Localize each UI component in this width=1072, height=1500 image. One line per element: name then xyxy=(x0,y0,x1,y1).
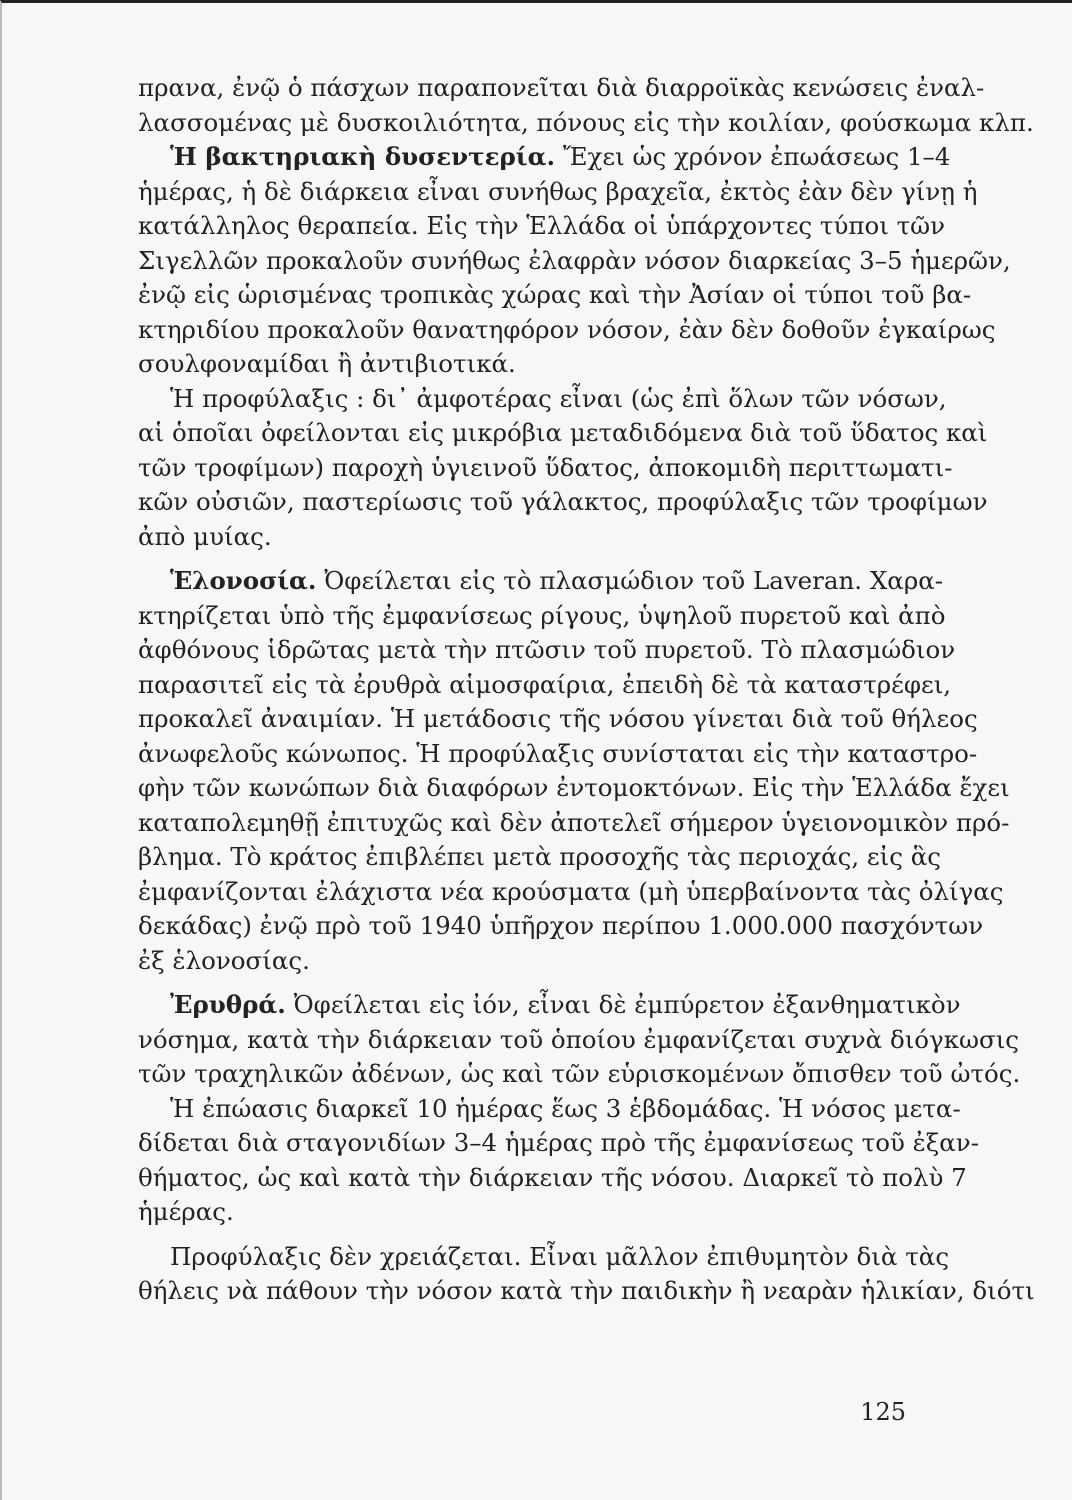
line-text: προκαλεῖ ἀναιμίαν. Ἡ μετάδοσις τῆς νόσου γίνεται διὰ τοῦ θήλεος xyxy=(138,704,978,733)
line-text: ἐμφανίζονται ἐλάχιστα νέα κρούσματα (μὴ ὑπερβαίνοντα τὰς ὀλίγας xyxy=(138,876,1004,906)
line-text: Ἡ ἐπώασις διαρκεῖ 10 ἡμέρας ἕως 3 ἑβδομάδας. Ἡ νόσος μετα- xyxy=(170,1093,961,1123)
text-line xyxy=(138,771,1010,806)
text-line xyxy=(138,140,951,175)
text-line xyxy=(138,1023,1020,1058)
text-line xyxy=(138,1161,967,1196)
text-line xyxy=(138,840,941,875)
paragraph xyxy=(138,140,1011,382)
line-text: δεκάδας) ἐνῷ πρὸ τοῦ 1940 ὑπῆρχον περίπου 1.000.000 πασχόντων xyxy=(138,911,984,940)
line-text: Ὀφείλεται εἰς τὸ πλασμώδιον τοῦ Laveran. Χαρα- xyxy=(316,566,944,595)
section-heading: Ἑλονοσία. xyxy=(170,566,317,595)
paragraph xyxy=(138,71,1034,140)
text-line xyxy=(138,1126,979,1161)
line-text: βλημα. Τὸ κράτος ἐπιβλέπει μετὰ προσοχῆς τὰς περιοχάς, εἰς ἃς xyxy=(138,842,941,871)
text-line xyxy=(138,988,961,1023)
text-line xyxy=(138,633,956,668)
text-line xyxy=(138,909,984,944)
page-number: 125 xyxy=(860,1398,906,1426)
line-text: πρανα, ἐνῷ ὁ πάσχων παραπονεῖται διὰ διαρροϊκὰς κενώσεις ἐναλ- xyxy=(138,73,985,102)
line-text: ἀπὸ μυίας. xyxy=(138,521,272,551)
text-line xyxy=(138,382,947,417)
line-text: Προφύλαξις δὲν χρειάζεται. Εἶναι μᾶλλον ἐπιθυμητὸν διὰ τὰς xyxy=(170,1241,950,1271)
text-line xyxy=(138,806,1010,841)
line-text: ἡμέρας. xyxy=(138,1197,234,1226)
paragraph xyxy=(138,382,988,555)
line-text: Ὀφείλεται εἰς ἰόν, εἶναι δὲ ἐμπύρετον ἐξανθηματικὸν xyxy=(285,990,961,1019)
page-body-text xyxy=(138,71,1035,1309)
text-line xyxy=(138,599,946,634)
line-text: ἐνῷ εἰς ὡρισμένας τροπικὰς χώρας καὶ τὴν Ἀσίαν οἱ τύποι τοῦ βα- xyxy=(138,280,972,309)
line-text: ἡμέρας, ἡ δὲ διάρκεια εἶναι συνήθως βραχεῖα, ἐκτὸς ἐὰν δὲν γίνῃ ἡ xyxy=(138,176,978,206)
line-text: λασσομένας μὲ δυσκοιλιότητα, πόνους εἰς τὴν κοιλίαν, φούσκωμα κλπ. xyxy=(138,107,1034,137)
text-line xyxy=(138,702,978,737)
line-text: δίδεται διὰ σταγονιδίων 3–4 ἡμέρας πρὸ τῆς ἐμφανίσεως τοῦ ἐξαν- xyxy=(138,1128,979,1157)
line-text: θήματος, ὡς καὶ κατὰ τὴν διάρκειαν τῆς νόσου. Διαρκεῖ τὸ πολὺ 7 xyxy=(138,1162,967,1192)
line-text: κτηρίζεται ὑπὸ τῆς ἐμφανίσεως ρίγους, ὑψηλοῦ πυρετοῦ καὶ ἀπὸ xyxy=(138,600,946,630)
text-line xyxy=(138,875,1004,910)
line-text: ἀφθόνους ἱδρῶτας μετὰ τὴν πτῶσιν τοῦ πυρετοῦ. Τὸ πλασμώδιον xyxy=(138,635,956,664)
text-line xyxy=(138,347,910,382)
line-text: ἐξ ἑλονοσίας. xyxy=(138,945,310,975)
line-text: Ἡ προφύλαξις : δι᾽ ἀμφοτέρας εἶναι (ὡς ἐπὶ ὅλων τῶν νόσων, xyxy=(170,383,947,413)
paragraph xyxy=(138,988,1021,1230)
line-text: αἱ ὁποῖαι ὀφείλονται εἰς μικρόβια μεταδιδόμενα διὰ τοῦ ὕδατος καὶ xyxy=(138,418,988,447)
line-text: σουλφοναμίδαι ἢ ἀντιβιοτικά. xyxy=(138,349,516,378)
text-line xyxy=(138,71,985,106)
paragraph xyxy=(138,1240,1035,1309)
text-line xyxy=(138,313,996,348)
text-line xyxy=(138,520,910,555)
line-text: θήλεις νὰ πάθουν τὴν νόσον κατὰ τὴν παιδικὴν ἢ νεαρὰν ἡλικίαν, διότι xyxy=(138,1276,1035,1305)
text-line xyxy=(138,1195,910,1230)
text-line xyxy=(138,175,978,210)
line-text: κατάλληλος θεραπεία. Εἰς τὴν Ἑλλάδα οἱ ὑπάρχοντες τύποι τῶν xyxy=(138,211,946,240)
text-line xyxy=(138,106,1034,141)
line-text: κτηριδίου προκαλοῦν θανατηφόρον νόσον, ἐὰν δὲν δοθοῦν ἐγκαίρως xyxy=(138,314,996,344)
text-line xyxy=(138,737,978,772)
text-line xyxy=(138,416,988,451)
text-line xyxy=(138,1240,950,1275)
text-line xyxy=(138,564,944,599)
text-line xyxy=(138,944,910,979)
line-text: κῶν οὐσιῶν, παστερίωσις τοῦ γάλακτος, προφύλαξις τῶν τροφίμων xyxy=(138,487,988,516)
line-text: ἀνωφελοῦς κώνωπος. Ἡ προφύλαξις συνίσταται εἰς τὴν καταστρο- xyxy=(138,738,978,768)
paragraph xyxy=(138,564,1010,978)
line-text: Ἔχει ὡς χρόνον ἐπωάσεως 1–4 xyxy=(555,142,951,171)
paragraph-gap xyxy=(138,978,910,988)
line-text: καταπολεμηθῇ ἐπιτυχῶς καὶ δὲν ἀποτελεῖ σήμερον ὑγειονομικὸν πρό- xyxy=(138,807,1010,837)
text-line xyxy=(138,451,953,486)
text-line xyxy=(138,668,952,703)
text-line xyxy=(138,485,988,520)
line-text: νόσημα, κατὰ τὴν διάρκειαν τοῦ ὁποίου ἐμφανίζεται συχνὰ διόγκωσις xyxy=(138,1024,1020,1054)
line-text: τῶν τροφίμων) παροχὴ ὑγιεινοῦ ὕδατος, ἀποκομιδὴ περιττωματι- xyxy=(138,452,953,482)
section-heading: Ἐρυθρά. xyxy=(170,990,286,1019)
section-heading: Ἡ βακτηριακὴ δυσεντερία. xyxy=(170,142,556,171)
text-line xyxy=(138,1057,1021,1092)
text-line xyxy=(138,278,972,313)
text-line xyxy=(138,209,946,244)
text-line xyxy=(138,244,1011,279)
line-text: τῶν τραχηλικῶν ἀδένων, ὡς καὶ τῶν εὑρισκομένων ὄπισθεν τοῦ ὠτός. xyxy=(138,1059,1021,1088)
line-text: Σιγελλῶν προκαλοῦν συνήθως ἐλαφρὰν νόσον διαρκείας 3–5 ἡμερῶν, xyxy=(138,245,1011,275)
line-text: παρασιτεῖ εἰς τὰ ἐρυθρὰ αἱμοσφαίρια, ἐπειδὴ δὲ τὰ καταστρέφει, xyxy=(138,669,952,699)
text-line xyxy=(138,1274,1035,1309)
paragraph-gap xyxy=(138,554,910,564)
paragraph-gap xyxy=(138,1230,910,1240)
text-line xyxy=(138,1092,961,1127)
line-text: φὴν τῶν κωνώπων διὰ διαφόρων ἐντομοκτόνων. Εἰς τὴν Ἑλλάδα ἔχει xyxy=(138,773,1010,802)
